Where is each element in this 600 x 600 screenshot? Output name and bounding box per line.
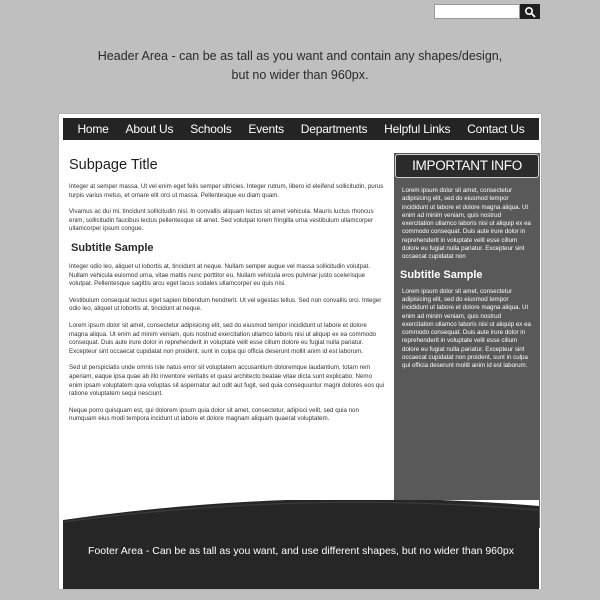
nav-item-schools[interactable]: Schools	[190, 122, 232, 136]
nav-item-departments[interactable]: Departments	[300, 122, 368, 136]
body-paragraph: Lorem ipsum dolor sit amet, consectetur adipisicing elit, sed do eiusmod tempor incididunt ut labore et dolore magna aliqua. Ut enim ad minim veniam, quis nostrud exercitation ullamco laboris nisi ut aliquip ex ea commodo consequat. Duis aute irure dolor in reprehenderit in voluptate velit esse cillum dolore eu fugiat nulla pariatur. Excepteur sint occaecat cupidatat non proident, sunt in culpa qui officia deserunt mollit anim id est laborum.	[69, 321, 377, 355]
main-content	[69, 157, 387, 432]
sidebar-body	[402, 187, 534, 371]
nav-item-contact-us[interactable]: Contact Us	[467, 122, 525, 136]
search-bar	[434, 4, 540, 19]
search-input[interactable]	[434, 4, 520, 19]
section-subtitle: Subtitle Sample	[71, 241, 154, 254]
body-paragraph: Sed ut perspiciatis unde omnis iste natus error sit voluptatem accusantium doloremque laudantium, totam rem aperiam, eaque ipsa quae ab illo inventore veritatis et quasi architecto beatae vitae dicta sunt explicabo. Nemo enim ipsam voluptatem quia voluptas sit aspernatur aut odit aut fugit, sed quia consequuntur magni dolores eos qui ratione voluptatem sequi nesciunt.	[69, 364, 385, 398]
sidebar-paragraph: Lorem ipsum dolor sit amet, consectetur adipisicing elit, sed do eiusmod tempor incididunt ut labore et dolore magna aliqua. Ut enim ad minim veniam, quis nostrud exercitation ullamco laboris nisi ut aliquip ex ea commodo consequat. Duis aute irure dolor in reprehenderit in voluptate velit esse cillum dolore eu fugiat nulla pariatur. Excepteur sint occaecat cupidatat non proident, sunt in culpa qui officia deserunt mollit anim id est laborum.	[402, 287, 531, 370]
body-paragraph: Vivamus ac dui mi, tincidunt sollicitudin nisi. In convallis aliquam lectus sit amet vehicula. Mauris luctus rhoncus enim, sollicitudin faucibus lectus pellentesque sit amet. Sed volutpat lorem fringilla urna vestibulum ullamcorper ullamcorper ipsum congue.	[69, 208, 374, 233]
nav-item-about-us[interactable]: About Us	[125, 122, 174, 136]
sidebar-heading: IMPORTANT INFO	[395, 154, 539, 178]
nav-item-home[interactable]: Home	[77, 122, 109, 136]
header-area	[60, 47, 540, 85]
footer-area	[63, 500, 539, 589]
body-paragraph: Neque porro quisquam est, qui dolorem ipsum quia dolor sit amet, consectetur, adipisci velit, sed quia non numquam eius modi tempora incidunt ut labore et dolore magnam aliquam quaerat voluptatem.	[69, 406, 359, 423]
search-button[interactable]	[520, 4, 540, 19]
body-paragraph: Vestibulum consequat lectus eget sapien bibendum hendrerit. Ut vel egestas tellus. Sed non convallis orci. Integer odio leo, aliquet ut lobortis at, tincidunt at neque.	[69, 296, 382, 313]
nav-item-helpful-links[interactable]: Helpful Links	[384, 122, 451, 136]
sidebar-subtitle: Subtitle Sample	[400, 268, 483, 281]
page-title: Subpage Title	[69, 157, 158, 173]
header-line-1: Header Area - can be as tall as you want and contain any shapes/design,	[97, 49, 503, 63]
body-paragraph: Integer odio leo, aliquet ut lobortis at, tincidunt at neque. Nullam semper augue vel massa sollicitudin volutpat. Nullam vehicula euismod urna, vitae mattis nunc porttitor eu. Nullam vehicula eros pulvinar justo scelerisque volutpat. Pellentesque sagittis arcu eget lacus sodales ullamcorper eu quis nisi.	[69, 262, 370, 288]
sidebar	[394, 153, 540, 528]
body-paragraph: Integer at semper massa. Ut vel enim eget felis semper ultricies. Integer rutrum, libero id eleifend sollicitudin, purus turpis varius metus, et ornare elit orci ut massa. Pellentesque eu diam quam.	[69, 183, 384, 199]
header-line-2: but no wider than 960px.	[231, 68, 369, 82]
footer-text: Footer Area - Can be as tall as you want, and use different shapes, but no wider than 960px	[88, 545, 514, 557]
nav-item-events[interactable]: Events	[248, 122, 284, 136]
page-frame	[59, 114, 541, 589]
main-nav	[63, 118, 539, 140]
sidebar-paragraph: Lorem ipsum dolor sit amet, consectetur adipisicing elit, sed do eiusmod tempor incididunt ut labore et dolore magna aliqua. Ut enim ad minim veniam, quis nostrud exercitation ullamco laboris nisi ut aliquip ex ea commodo consequat. Duis aute irure dolor in reprehenderit in voluptate velit esse cillum dolore eu fugiat nulla pariatur. Excepteur sint occaecat cupidatat non	[402, 187, 531, 261]
magnifier-icon	[524, 6, 536, 18]
